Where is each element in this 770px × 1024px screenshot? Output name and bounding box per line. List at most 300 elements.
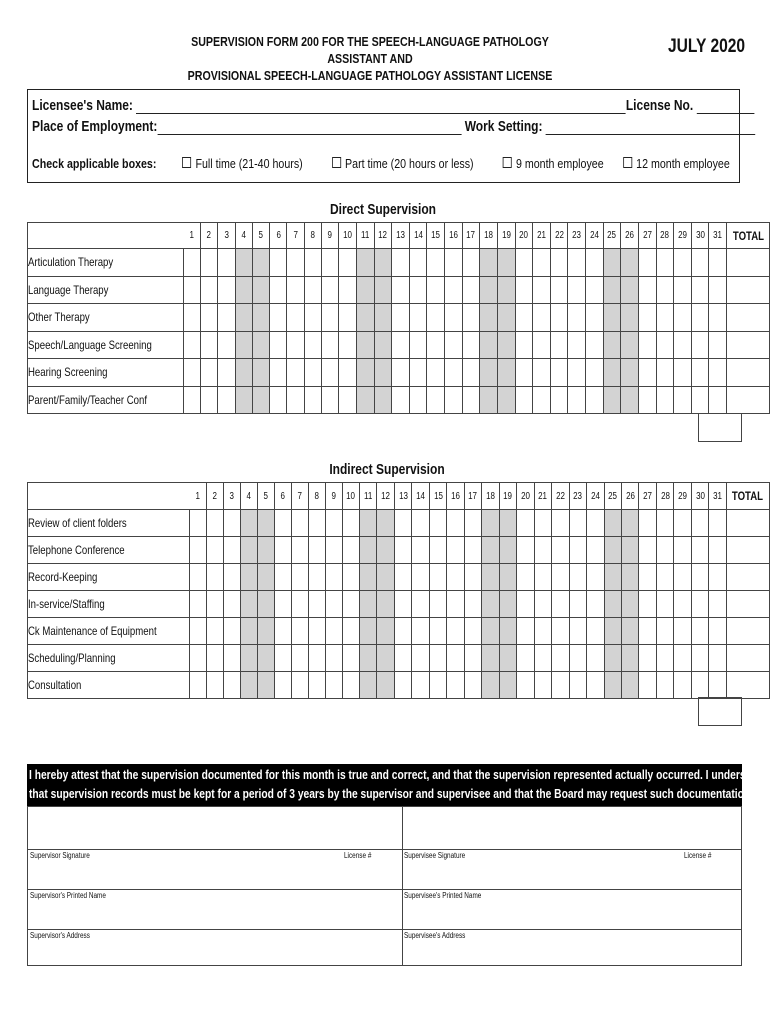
day-cell[interactable] <box>339 249 357 277</box>
day-cell[interactable] <box>304 386 321 414</box>
day-cell[interactable] <box>189 672 206 699</box>
day-cell[interactable] <box>552 672 569 699</box>
day-cell[interactable] <box>427 386 445 414</box>
day-cell[interactable] <box>552 591 569 618</box>
day-cell[interactable] <box>586 276 604 304</box>
day-cell[interactable] <box>183 331 200 359</box>
day-cell[interactable] <box>325 645 342 672</box>
day-cell[interactable] <box>569 537 586 564</box>
day-cell[interactable] <box>622 645 639 672</box>
day-cell[interactable] <box>499 618 516 645</box>
day-cell[interactable] <box>409 276 427 304</box>
day-cell[interactable] <box>325 564 342 591</box>
day-cell[interactable] <box>447 618 464 645</box>
day-cell[interactable] <box>308 645 325 672</box>
option-part-time[interactable]: Part time (20 hours or less) <box>332 156 474 171</box>
day-cell[interactable] <box>604 510 621 537</box>
day-cell[interactable] <box>308 537 325 564</box>
day-cell[interactable] <box>691 331 709 359</box>
day-cell[interactable] <box>604 672 621 699</box>
day-cell[interactable] <box>515 304 533 332</box>
day-cell[interactable] <box>287 386 304 414</box>
day-cell[interactable] <box>342 564 359 591</box>
day-cell[interactable] <box>409 386 427 414</box>
day-cell[interactable] <box>639 645 656 672</box>
day-cell[interactable] <box>515 331 533 359</box>
row-total-cell[interactable] <box>727 386 770 414</box>
day-cell[interactable] <box>674 359 692 387</box>
day-cell[interactable] <box>291 564 308 591</box>
day-cell[interactable] <box>480 331 498 359</box>
day-cell[interactable] <box>206 537 223 564</box>
day-cell[interactable] <box>499 591 516 618</box>
day-cell[interactable] <box>342 537 359 564</box>
day-cell[interactable] <box>257 537 274 564</box>
day-cell[interactable] <box>639 510 656 537</box>
day-cell[interactable] <box>189 645 206 672</box>
day-cell[interactable] <box>189 510 206 537</box>
day-cell[interactable] <box>394 672 411 699</box>
day-cell[interactable] <box>656 618 673 645</box>
day-cell[interactable] <box>709 304 727 332</box>
day-cell[interactable] <box>374 276 392 304</box>
day-cell[interactable] <box>374 304 392 332</box>
day-cell[interactable] <box>709 591 726 618</box>
day-cell[interactable] <box>201 249 218 277</box>
day-cell[interactable] <box>604 564 621 591</box>
day-cell[interactable] <box>257 618 274 645</box>
day-cell[interactable] <box>429 537 446 564</box>
day-cell[interactable] <box>377 510 394 537</box>
day-cell[interactable] <box>257 591 274 618</box>
day-cell[interactable] <box>274 510 291 537</box>
day-cell[interactable] <box>235 359 252 387</box>
day-cell[interactable] <box>429 510 446 537</box>
day-cell[interactable] <box>656 564 673 591</box>
day-cell[interactable] <box>621 386 639 414</box>
day-cell[interactable] <box>709 359 727 387</box>
day-cell[interactable] <box>308 564 325 591</box>
day-cell[interactable] <box>252 386 269 414</box>
day-cell[interactable] <box>534 645 551 672</box>
day-cell[interactable] <box>550 359 568 387</box>
day-cell[interactable] <box>356 249 374 277</box>
day-cell[interactable] <box>189 618 206 645</box>
checkbox-icon[interactable] <box>623 157 632 168</box>
day-cell[interactable] <box>656 386 674 414</box>
day-cell[interactable] <box>569 672 586 699</box>
day-cell[interactable] <box>464 618 481 645</box>
day-cell[interactable] <box>497 359 515 387</box>
day-cell[interactable] <box>252 276 269 304</box>
day-cell[interactable] <box>464 645 481 672</box>
supervisee-license-field[interactable]: License # <box>684 851 712 860</box>
day-cell[interactable] <box>674 510 691 537</box>
day-cell[interactable] <box>603 304 621 332</box>
day-cell[interactable] <box>709 537 726 564</box>
day-cell[interactable] <box>482 510 499 537</box>
day-cell[interactable] <box>464 591 481 618</box>
day-cell[interactable] <box>377 672 394 699</box>
day-cell[interactable] <box>691 386 709 414</box>
day-cell[interactable] <box>638 359 656 387</box>
day-cell[interactable] <box>499 564 516 591</box>
day-cell[interactable] <box>586 249 604 277</box>
option-12-month[interactable]: 12 month employee <box>623 156 730 171</box>
day-cell[interactable] <box>274 645 291 672</box>
day-cell[interactable] <box>322 304 339 332</box>
day-cell[interactable] <box>189 591 206 618</box>
day-cell[interactable] <box>517 537 534 564</box>
day-cell[interactable] <box>291 672 308 699</box>
supervisee-signature-field[interactable]: Supervisee Signature <box>404 851 466 860</box>
day-cell[interactable] <box>533 276 551 304</box>
day-cell[interactable] <box>183 304 200 332</box>
day-cell[interactable] <box>709 331 727 359</box>
day-cell[interactable] <box>621 304 639 332</box>
day-cell[interactable] <box>304 304 321 332</box>
day-cell[interactable] <box>674 249 692 277</box>
day-cell[interactable] <box>622 672 639 699</box>
day-cell[interactable] <box>342 618 359 645</box>
day-cell[interactable] <box>587 537 604 564</box>
day-cell[interactable] <box>377 564 394 591</box>
day-cell[interactable] <box>201 359 218 387</box>
day-cell[interactable] <box>480 276 498 304</box>
day-cell[interactable] <box>533 249 551 277</box>
day-cell[interactable] <box>447 564 464 591</box>
day-cell[interactable] <box>674 618 691 645</box>
day-cell[interactable] <box>409 331 427 359</box>
day-cell[interactable] <box>691 510 708 537</box>
day-cell[interactable] <box>709 386 727 414</box>
day-cell[interactable] <box>550 386 568 414</box>
indirect-total-box[interactable] <box>698 697 742 726</box>
day-cell[interactable] <box>308 672 325 699</box>
day-cell[interactable] <box>325 537 342 564</box>
row-total-cell[interactable] <box>726 537 769 564</box>
day-cell[interactable] <box>586 386 604 414</box>
day-cell[interactable] <box>587 564 604 591</box>
day-cell[interactable] <box>189 537 206 564</box>
day-cell[interactable] <box>445 359 463 387</box>
day-cell[interactable] <box>462 276 480 304</box>
day-cell[interactable] <box>429 672 446 699</box>
day-cell[interactable] <box>534 537 551 564</box>
day-cell[interactable] <box>304 331 321 359</box>
day-cell[interactable] <box>674 304 692 332</box>
day-cell[interactable] <box>462 386 480 414</box>
day-cell[interactable] <box>482 618 499 645</box>
day-cell[interactable] <box>656 645 673 672</box>
day-cell[interactable] <box>639 672 656 699</box>
day-cell[interactable] <box>429 618 446 645</box>
day-cell[interactable] <box>568 276 586 304</box>
day-cell[interactable] <box>409 359 427 387</box>
day-cell[interactable] <box>656 591 673 618</box>
row-total-cell[interactable] <box>726 672 769 699</box>
day-cell[interactable] <box>235 304 252 332</box>
day-cell[interactable] <box>517 591 534 618</box>
day-cell[interactable] <box>235 331 252 359</box>
day-cell[interactable] <box>482 537 499 564</box>
day-cell[interactable] <box>183 386 200 414</box>
day-cell[interactable] <box>287 331 304 359</box>
day-cell[interactable] <box>691 618 708 645</box>
day-cell[interactable] <box>534 672 551 699</box>
day-cell[interactable] <box>270 331 287 359</box>
day-cell[interactable] <box>604 591 621 618</box>
day-cell[interactable] <box>621 331 639 359</box>
day-cell[interactable] <box>447 645 464 672</box>
day-cell[interactable] <box>569 591 586 618</box>
day-cell[interactable] <box>235 276 252 304</box>
day-cell[interactable] <box>339 386 357 414</box>
day-cell[interactable] <box>223 618 240 645</box>
day-cell[interactable] <box>394 618 411 645</box>
day-cell[interactable] <box>257 672 274 699</box>
day-cell[interactable] <box>517 618 534 645</box>
day-cell[interactable] <box>392 276 410 304</box>
day-cell[interactable] <box>291 537 308 564</box>
row-total-cell[interactable] <box>727 276 770 304</box>
day-cell[interactable] <box>240 564 257 591</box>
day-cell[interactable] <box>552 645 569 672</box>
day-cell[interactable] <box>325 510 342 537</box>
day-cell[interactable] <box>360 537 377 564</box>
day-cell[interactable] <box>691 591 708 618</box>
day-cell[interactable] <box>308 618 325 645</box>
day-cell[interactable] <box>517 645 534 672</box>
day-cell[interactable] <box>656 276 674 304</box>
day-cell[interactable] <box>550 249 568 277</box>
day-cell[interactable] <box>274 672 291 699</box>
day-cell[interactable] <box>339 276 357 304</box>
day-cell[interactable] <box>304 276 321 304</box>
day-cell[interactable] <box>638 331 656 359</box>
day-cell[interactable] <box>223 537 240 564</box>
day-cell[interactable] <box>394 645 411 672</box>
day-cell[interactable] <box>497 331 515 359</box>
day-cell[interactable] <box>550 331 568 359</box>
day-cell[interactable] <box>412 645 429 672</box>
day-cell[interactable] <box>206 645 223 672</box>
day-cell[interactable] <box>427 276 445 304</box>
day-cell[interactable] <box>291 591 308 618</box>
supervisor-license-field[interactable]: License # <box>344 851 372 860</box>
day-cell[interactable] <box>482 645 499 672</box>
day-cell[interactable] <box>322 276 339 304</box>
day-cell[interactable] <box>552 537 569 564</box>
day-cell[interactable] <box>482 672 499 699</box>
row-total-cell[interactable] <box>727 249 770 277</box>
day-cell[interactable] <box>587 645 604 672</box>
day-cell[interactable] <box>377 537 394 564</box>
day-cell[interactable] <box>325 672 342 699</box>
day-cell[interactable] <box>287 304 304 332</box>
supervisee-address-field[interactable]: Supervisee's Address <box>404 931 466 940</box>
day-cell[interactable] <box>392 386 410 414</box>
checkbox-icon[interactable] <box>182 157 191 168</box>
license-no-field[interactable] <box>697 99 755 114</box>
day-cell[interactable] <box>447 591 464 618</box>
day-cell[interactable] <box>497 276 515 304</box>
day-cell[interactable] <box>339 331 357 359</box>
day-cell[interactable] <box>447 537 464 564</box>
day-cell[interactable] <box>656 537 673 564</box>
day-cell[interactable] <box>480 386 498 414</box>
checkbox-icon[interactable] <box>503 157 512 168</box>
day-cell[interactable] <box>218 276 235 304</box>
day-cell[interactable] <box>569 564 586 591</box>
day-cell[interactable] <box>218 386 235 414</box>
day-cell[interactable] <box>462 249 480 277</box>
day-cell[interactable] <box>206 564 223 591</box>
day-cell[interactable] <box>427 249 445 277</box>
day-cell[interactable] <box>691 564 708 591</box>
day-cell[interactable] <box>377 645 394 672</box>
day-cell[interactable] <box>587 591 604 618</box>
day-cell[interactable] <box>360 510 377 537</box>
day-cell[interactable] <box>412 591 429 618</box>
day-cell[interactable] <box>218 304 235 332</box>
row-total-cell[interactable] <box>726 618 769 645</box>
day-cell[interactable] <box>342 591 359 618</box>
day-cell[interactable] <box>412 618 429 645</box>
day-cell[interactable] <box>691 645 708 672</box>
day-cell[interactable] <box>552 510 569 537</box>
day-cell[interactable] <box>252 249 269 277</box>
row-total-cell[interactable] <box>726 645 769 672</box>
day-cell[interactable] <box>568 386 586 414</box>
day-cell[interactable] <box>621 249 639 277</box>
row-total-cell[interactable] <box>727 359 770 387</box>
day-cell[interactable] <box>252 359 269 387</box>
row-total-cell[interactable] <box>726 564 769 591</box>
day-cell[interactable] <box>274 618 291 645</box>
day-cell[interactable] <box>394 591 411 618</box>
day-cell[interactable] <box>240 645 257 672</box>
day-cell[interactable] <box>356 331 374 359</box>
day-cell[interactable] <box>691 249 709 277</box>
day-cell[interactable] <box>656 510 673 537</box>
day-cell[interactable] <box>374 359 392 387</box>
day-cell[interactable] <box>429 645 446 672</box>
day-cell[interactable] <box>482 591 499 618</box>
day-cell[interactable] <box>499 672 516 699</box>
day-cell[interactable] <box>360 672 377 699</box>
day-cell[interactable] <box>201 304 218 332</box>
day-cell[interactable] <box>274 537 291 564</box>
day-cell[interactable] <box>709 564 726 591</box>
day-cell[interactable] <box>240 618 257 645</box>
day-cell[interactable] <box>374 249 392 277</box>
day-cell[interactable] <box>445 386 463 414</box>
day-cell[interactable] <box>656 304 674 332</box>
day-cell[interactable] <box>533 304 551 332</box>
day-cell[interactable] <box>270 386 287 414</box>
day-cell[interactable] <box>497 386 515 414</box>
day-cell[interactable] <box>223 645 240 672</box>
day-cell[interactable] <box>308 510 325 537</box>
day-cell[interactable] <box>392 249 410 277</box>
day-cell[interactable] <box>218 331 235 359</box>
day-cell[interactable] <box>356 276 374 304</box>
day-cell[interactable] <box>325 591 342 618</box>
day-cell[interactable] <box>569 510 586 537</box>
day-cell[interactable] <box>304 249 321 277</box>
row-total-cell[interactable] <box>727 304 770 332</box>
day-cell[interactable] <box>603 359 621 387</box>
day-cell[interactable] <box>394 564 411 591</box>
day-cell[interactable] <box>482 564 499 591</box>
day-cell[interactable] <box>360 564 377 591</box>
day-cell[interactable] <box>674 331 692 359</box>
day-cell[interactable] <box>270 304 287 332</box>
day-cell[interactable] <box>235 249 252 277</box>
day-cell[interactable] <box>497 304 515 332</box>
day-cell[interactable] <box>568 249 586 277</box>
day-cell[interactable] <box>409 304 427 332</box>
day-cell[interactable] <box>429 591 446 618</box>
day-cell[interactable] <box>445 276 463 304</box>
day-cell[interactable] <box>587 510 604 537</box>
day-cell[interactable] <box>374 331 392 359</box>
day-cell[interactable] <box>374 386 392 414</box>
day-cell[interactable] <box>252 304 269 332</box>
day-cell[interactable] <box>464 510 481 537</box>
day-cell[interactable] <box>274 564 291 591</box>
day-cell[interactable] <box>534 510 551 537</box>
day-cell[interactable] <box>603 249 621 277</box>
day-cell[interactable] <box>223 510 240 537</box>
day-cell[interactable] <box>691 304 709 332</box>
day-cell[interactable] <box>240 537 257 564</box>
day-cell[interactable] <box>287 276 304 304</box>
day-cell[interactable] <box>622 537 639 564</box>
day-cell[interactable] <box>360 618 377 645</box>
row-total-cell[interactable] <box>726 591 769 618</box>
day-cell[interactable] <box>603 386 621 414</box>
day-cell[interactable] <box>603 331 621 359</box>
day-cell[interactable] <box>674 386 692 414</box>
day-cell[interactable] <box>709 249 727 277</box>
day-cell[interactable] <box>183 276 200 304</box>
day-cell[interactable] <box>656 331 674 359</box>
employment-field[interactable] <box>157 120 461 135</box>
day-cell[interactable] <box>183 249 200 277</box>
day-cell[interactable] <box>427 331 445 359</box>
day-cell[interactable] <box>517 564 534 591</box>
work-setting-field[interactable] <box>546 120 756 135</box>
day-cell[interactable] <box>287 359 304 387</box>
day-cell[interactable] <box>709 276 727 304</box>
day-cell[interactable] <box>587 672 604 699</box>
day-cell[interactable] <box>412 672 429 699</box>
day-cell[interactable] <box>464 537 481 564</box>
day-cell[interactable] <box>656 249 674 277</box>
day-cell[interactable] <box>223 672 240 699</box>
day-cell[interactable] <box>621 359 639 387</box>
day-cell[interactable] <box>639 537 656 564</box>
day-cell[interactable] <box>639 591 656 618</box>
day-cell[interactable] <box>622 618 639 645</box>
day-cell[interactable] <box>304 359 321 387</box>
day-cell[interactable] <box>586 331 604 359</box>
day-cell[interactable] <box>409 249 427 277</box>
day-cell[interactable] <box>497 249 515 277</box>
day-cell[interactable] <box>325 618 342 645</box>
